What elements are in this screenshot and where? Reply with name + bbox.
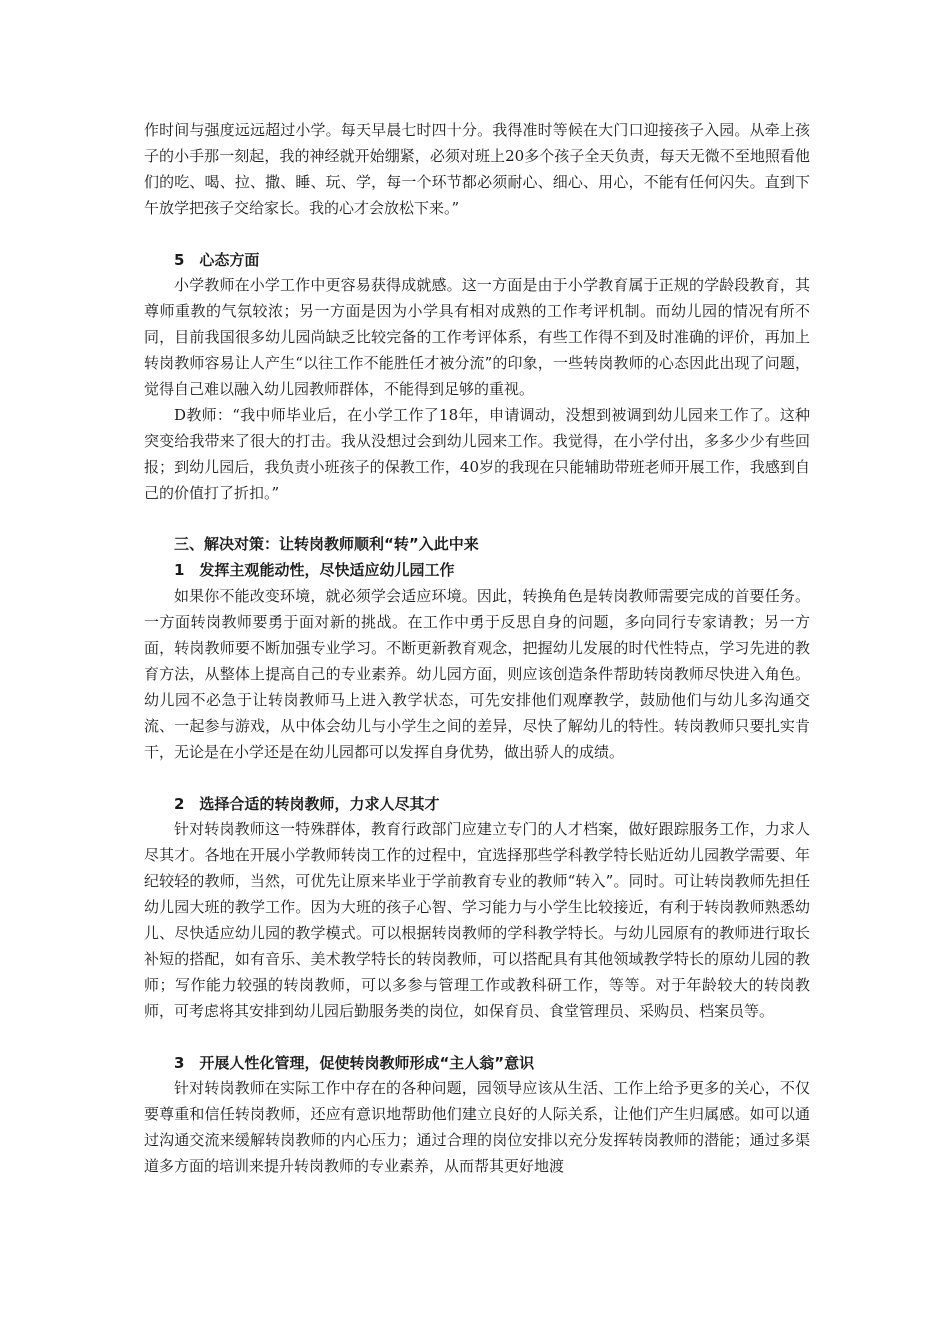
part-3-sub-3-heading: 3 开展人性化管理，促使转岗教师形成“主人翁”意识 (174, 1053, 535, 1072)
spacer (144, 1025, 810, 1051)
spacer (144, 507, 810, 533)
spacer (144, 766, 810, 792)
spacer (144, 222, 810, 248)
part-3-sub-1-paragraph: 如果你不能改变环境，就必须学会适应环境。因此，转换角色是转岗教师需要完成的首要任务。一方面转岗教师要勇于面对新的挑战。在工作中勇于反思自身的问题，多向同行专家请教；另一方面，转岗教师要不断加强专业学习。不断更新教育观念，把握幼儿发展的时代性特点，学习先进的教育方法，从整体上提高自己的专业素养。幼儿园方面，则应该创造条件帮助转岗教师尽快进入角色。幼儿园不必急于让转岗教师马上进入教学状态，可先安排他们观摩教学，鼓励他们与幼儿多沟通交流、一起参与游戏，从中体会幼儿与小学生之间的差异，尽快了解幼儿的特性。转岗教师只要扎实肯干，无论是在小学还是在幼儿园都可以发挥自身优势，做出骄人的成绩。 (144, 587, 810, 761)
section-5-heading: 5 心态方面 (174, 250, 260, 269)
part-3-sub-2-paragraph: 针对转岗教师这一特殊群体，教育行政部门应建立专门的人才档案，做好跟踪服务工作，力求人尽其才。各地在开展小学教师转岗工作的过程中，宜选择那些学科教学特长贴近幼儿园教学需要、年纪较轻的教师，当然，可优先让原来毕业于学前教育专业的教师“转入”。同时。可让转岗教师先担任幼儿园大班的教学工作。因为大班的孩子心智、学习能力与小学生比较接近，有利于转岗教师熟悉幼儿、尽快适应幼儿园的教学模式。可以根据转岗教师的学科教学特长。与幼儿园原有的教师进行取长补短的搭配，如有音乐、美术教学特长的转岗教师，可以搭配具有其他领域教学特长的原幼儿园的教师；写作能力较强的转岗教师，可以多参与管理工作或教科研工作，等等。对于年龄较大的转岗教师，可考虑将其安排到幼儿园后勤服务类的岗位，如保育员、食堂管理员、采购员、档案员等。 (144, 820, 810, 1020)
section-5-paragraph-2: D教师：“我中师毕业后，在小学工作了18年，申请调动，没想到被调到幼儿园来工作了。这种突变给我带来了很大的打击。我从没想过会到幼儿园来工作。我觉得，在小学付出，多多少少有些回报；到幼儿园后，我负责小班孩子的保教工作，40岁的我现在只能辅助带班老师开展工作，我感到自己的价值打了折扣。” (144, 405, 810, 502)
document-page (144, 118, 810, 1180)
part-3-sub-1-heading: 1 发挥主观能动性，尽快适应幼儿园工作 (174, 561, 455, 580)
part-3-sub-3-paragraph: 针对转岗教师在实际工作中存在的各种问题，园领导应该从生活、工作上给予更多的关心，不仅要尊重和信任转岗教师，还应有意识地帮助他们建立良好的人际关系，让他们产生归属感。如可以通过沟通交流来缓解转岗教师的内心压力；通过合理的岗位安排以充分发挥转岗教师的潜能；通过多渠道多方面的培训来提升转岗教师的专业素养，从而帮其更好地渡 (144, 1079, 810, 1176)
intro-paragraph: 作时间与强度远远超过小学。每天早晨七时四十分。我得准时等候在大门口迎接孩子入园。从牵上孩子的小手那一刻起，我的神经就开始绷紧，必须对班上20多个孩子全天负责，每天无微不至地照看他们的吃、喝、拉、撒、睡、玩、学，每一个环节都必须耐心、细心、用心，不能有任何闪失。直到下午放学把孩子交给家长。我的心才会放松下来。” (144, 121, 810, 217)
section-5-paragraph-1: 小学教师在小学工作中更容易获得成就感。这一方面是由于小学教育属于正规的学龄段教育，其尊师重教的气氛较浓；另一方面是因为小学具有相对成熟的工作考评机制。而幼儿园的情况有所不同，目前我国很多幼儿园尚缺乏比较完备的工作考评体系，有些工作得不到及时准确的评价，再加上转岗教师容易让人产生“以往工作不能胜任才被分流”的印象，一些转岗教师的心态因此出现了问题，觉得自己难以融入幼儿园教师群体，不能得到足够的重视。 (144, 276, 810, 399)
part-3-heading: 三、解决对策：让转岗教师顺利“转”入此中来 (174, 535, 479, 554)
part-3-sub-2-heading: 2 选择合适的转岗教师，力求人尽其才 (174, 794, 440, 813)
